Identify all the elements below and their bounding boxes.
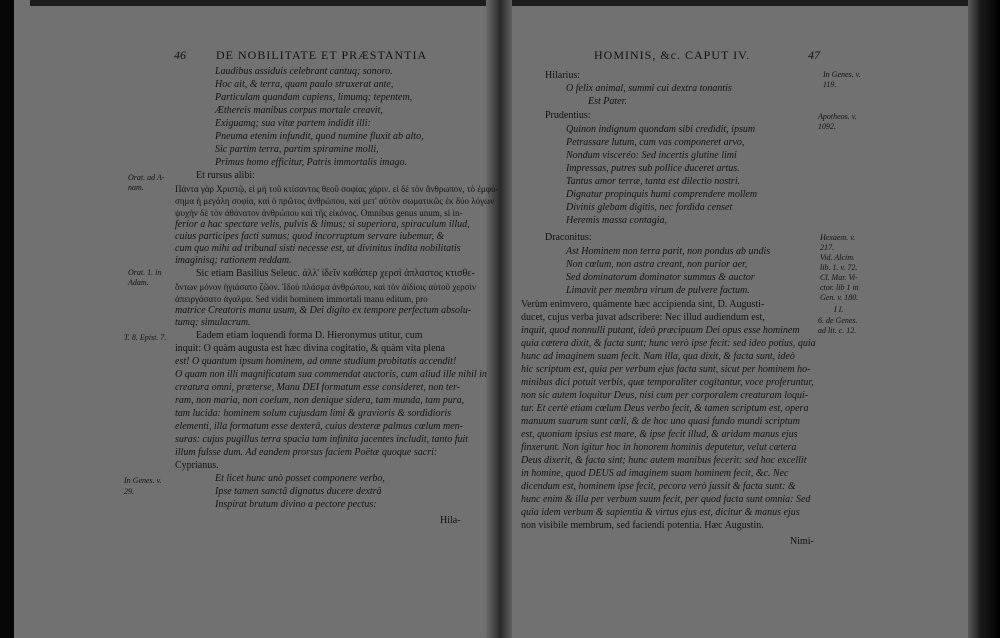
text-line: Exiguamq; sua vitæ partem indidit illi: — [215, 118, 371, 129]
text-line: Draconitus: — [545, 232, 592, 243]
text-line: elementi, illa formatum esse dexterâ, cuius dexteræ palmus cœlum men- — [175, 421, 463, 432]
text-line: Tantus amor terræ, tanta est dilectio nostri. — [566, 176, 741, 187]
text-line: tumq; simulacrum. — [175, 317, 251, 328]
text-line: ψυχὴν δὲ τὸν ἀθάνατον ἀνθρώπου καὶ τῆς εἰκόνος. Omnibus genus unum, si in- — [175, 208, 463, 218]
margin-note: In Genes. v. — [823, 70, 861, 79]
text-line: σημα ἡ μεγάλη σοφία, καὶ ὁ πρῶτος ἀνθρώπου, καὶ μετ' αὐτὸν σωματικῶς ἐκ δύο λόγων — [175, 196, 495, 206]
text-line: Hilarius: — [545, 70, 580, 81]
text-line: ram, non maria, non coelum, non denique sidera, tam munda, tam pura, — [175, 395, 465, 406]
text-line: Pneuma etenim infundit, quod numine fluxit ab alto, — [215, 131, 424, 142]
text-line: Sed dominatorum dominator summus & auctor — [566, 272, 755, 283]
text-line: finxerunt. Non igitur hoc in honorem hominis deputetur, velut cætera — [521, 442, 797, 453]
margin-note: Adam. — [128, 278, 149, 287]
text-line: non sic autem loquitur Deus, nisi cum per corporalem creaturam loqui- — [521, 390, 809, 401]
margin-note: Gen. v. 180. — [820, 293, 859, 302]
margin-note: T. 8. Epist. 7. — [124, 333, 167, 342]
text-line: hunc enim & illa per verbum suum fecit, per quod facta sunt omnia: Sed — [521, 494, 811, 505]
text-line: quia idem verbum & sapientia & virtus ejus est, dicitur & manus ejus — [521, 507, 800, 518]
text-line: hunc ad imaginem suam fecit. Nam illa, qua dixit, & facta sunt, ideò — [521, 351, 795, 362]
margin-note: In Genes. v. — [124, 476, 162, 485]
margin-note: Cl. Mar. Vi- — [820, 273, 858, 282]
text-line: Est Pater. — [588, 96, 627, 107]
text-line: minibus dici potuit verbis, quæ temporaliter cogitantur, voce proferuntur, — [521, 377, 814, 388]
text-line: Sic etiam Basilius Seleuc. ἀλλ' ἰδεῖν καθάπερ χερσὶ ἀπλαστος κτισθε- — [196, 268, 475, 279]
text-line: Æthereis manibus corpus mortale creavit, — [215, 105, 383, 116]
margin-note: 217. — [820, 243, 834, 252]
text-line: ferior a hac spectare velis, pulvis & limus; si superiora, spiraculum illud, — [175, 219, 470, 230]
text-line: Hoc ait, & terra, quam paulo struxerat ante, — [215, 79, 394, 90]
text-line: Heremis massa contagia, — [566, 215, 668, 226]
scanner-left-edge — [0, 0, 14, 638]
margin-note: Hexaem. v. — [820, 233, 856, 242]
text-line: Quinon indignum quondam sibi credidit, ipsum — [566, 124, 756, 135]
margin-note: ad lit. c. 12. — [818, 326, 857, 335]
right-page-number: 47 — [808, 48, 820, 62]
text-line: ὄντων μόνον ἡγιάσατο ζῶον. Ἰδοὺ πλάσμα ἀνθρώπου, καὶ τὸν ἀϊδίοις αὐτοῦ χερσὶν — [175, 282, 476, 292]
text-line: Nondum visceréo: Sed incertis glutine limi — [566, 150, 737, 161]
text-line: matrice Creatoris manu usum, & Dei digito ex tempore perfectum absolu- — [175, 305, 472, 316]
margin-note: 6. de Genes. — [818, 316, 858, 325]
margin-note: nam. — [128, 183, 144, 192]
text-line: Verùm enimvero, quâmente hæc accipienda sint, D. Augusti- — [521, 299, 765, 310]
left-page-number: 46 — [174, 48, 186, 62]
text-line: Petrassare lutum, cum vas componeret arvo, — [566, 137, 745, 148]
text-line: Inspirat brutum divino a pectore pectus: — [215, 499, 377, 510]
margin-note: 119. — [823, 80, 837, 89]
margin-note: Orat. 1. in — [128, 268, 162, 277]
book-gutter — [486, 0, 512, 638]
margin-note: I I. — [834, 305, 844, 314]
text-line: dicendum est, hominem ipse fecit, pecora verò jussit & facta sunt: & — [521, 481, 796, 492]
text-line: in homine, quod DEUS ad imaginem suam hominem fecit, &c. Nec — [521, 468, 789, 479]
text-line: est! O quantum ipsum hominem, ad omne studium probitatis accendit! — [175, 356, 457, 367]
text-line: tam lucida: hominem solum cujusdam limi & gravioris & sordidioris — [175, 408, 452, 419]
text-line: Particulam quandam capiens, limumq; tepentem, — [215, 92, 413, 103]
text-line: illum fulsse dum. Ad eandem prorsus faciem Poëtæ quoque sacri: — [175, 447, 438, 458]
text-line: Non cœlum, non astra creant, non purior aer, — [566, 259, 748, 270]
text-line: non visibile membrum, sed faciendi potentia. Hæc Augustin. — [521, 520, 764, 531]
text-line: Impressas, putres sub pollice duceret artus. — [566, 163, 740, 174]
margin-note: Apotheos. v. — [818, 112, 857, 121]
margin-note: Orat. ad A- — [128, 173, 165, 182]
text-line: Deus dixerit, & facta sint; hunc autem manibus fecerit: sed hoc excellit — [521, 455, 807, 466]
text-line: quia cætera dixit, & facta sunt; hunc verò ipse fecit: sed ideo potius, quia — [521, 338, 816, 349]
text-line: Πάντα γὰρ Χριστῷ, εἰ μὴ τοῦ κτίσαντος θεοῦ σοφίας χάριν. εἰ δὲ τὸν ἄνθρωπον, τὸ ἐμφύ- — [175, 184, 499, 194]
text-line: Primus homo efficitur, Patris immortalis imago. — [215, 157, 407, 168]
text-line: Eadem etiam loquendi forma D. Hieronymus utitur, cum — [196, 330, 423, 341]
text-line: inquit, quod nonnulli putant, ideò præcipuum Dei opus esse hominem — [521, 325, 800, 336]
text-line: est, quoniam ipsius est mare, & ipse fecit illud, & aridam manus ejus — [521, 429, 798, 440]
text-line: imaginisq; rationem reddam. — [175, 255, 292, 266]
text-line: hic scriptum est, quia per verbum ejus facta sunt, sicut per hominem ho- — [521, 364, 811, 375]
text-line: Laudibus assiduis celebrant cantuq; sonoro. — [215, 66, 393, 77]
text-line: ducet, cujus verba juvat adscribere: Nec illud audiendum est, — [521, 312, 765, 323]
right-running-head: HOMINIS, &c. CAPUT IV. — [594, 48, 751, 62]
text-line: Dignatur propinquis humi comprendere mollem — [566, 189, 758, 200]
text-line: tur. Et certè etiam cœlum Deus verbo fecit, & tamen scriptum est, opera — [521, 403, 809, 414]
scanner-right-edge — [968, 0, 1000, 638]
text-line: Sic partim terra, partim spiramine molli, — [215, 144, 379, 155]
text-line: Ipse tamen sanctâ dignatus ducere dextrâ — [215, 486, 382, 497]
text-line: Limavit per membra virum de pulvere factum. — [566, 285, 750, 296]
text-line: cuius participes facti sumus; quod incorruptum servare iubemur, & — [175, 231, 445, 242]
text-line: ἀπειργάσατο ἀγαλμα. Sed vidit hominem immortali manu editum, pro — [175, 294, 428, 304]
text-line: O quam non illi magnificatam sua commendat auctoris, cum aliud ille nihil in — [175, 369, 487, 380]
text-line: Ast Hominem non terra parit, non pondus ab undis — [566, 246, 771, 257]
margin-note: 29. — [124, 487, 134, 496]
text-line: Cyprianus. — [175, 460, 219, 471]
text-line: Et rursus alibi: — [196, 170, 255, 181]
catchword: Nimi- — [790, 536, 814, 547]
margin-note: Vid. Alcim. — [820, 253, 856, 262]
text-line: cum quo mihi ad tribunal sisti necesse est, ut divinitus indita nobilitatis — [175, 243, 461, 254]
text-line: suras: cujus pugillus terra spacia tam infinita jacentes includit, tanto fuit — [175, 434, 469, 445]
text-line: creatura omni, præterse, Manu DEI formatum esse consideret, non ter- — [175, 382, 461, 393]
margin-note: 1092. — [818, 122, 836, 131]
text-line: Divinis glebam digitis, nec fordida censet — [566, 202, 733, 213]
text-line: Et licet hunc unò posset componere verbo, — [215, 473, 385, 484]
text-line: manuum suarum sunt cœli, & de hoc uno quasi fundo mundi scriptum — [521, 416, 800, 427]
margin-note: lib. 1. v. 72. — [820, 263, 858, 272]
text-line: inquit: O quàm augusta est hæc divina cogitatio, & quàm vita plena — [175, 343, 445, 354]
margin-note: ctor. lib 1 in — [820, 283, 859, 292]
left-running-head: DE NOBILITATE ET PRÆSTANTIA — [216, 48, 428, 62]
text-line: O felix animal, summi cui dextra tonantis — [566, 83, 732, 94]
text-line: Prudentius: — [545, 110, 591, 121]
catchword: Hila- — [440, 515, 461, 526]
